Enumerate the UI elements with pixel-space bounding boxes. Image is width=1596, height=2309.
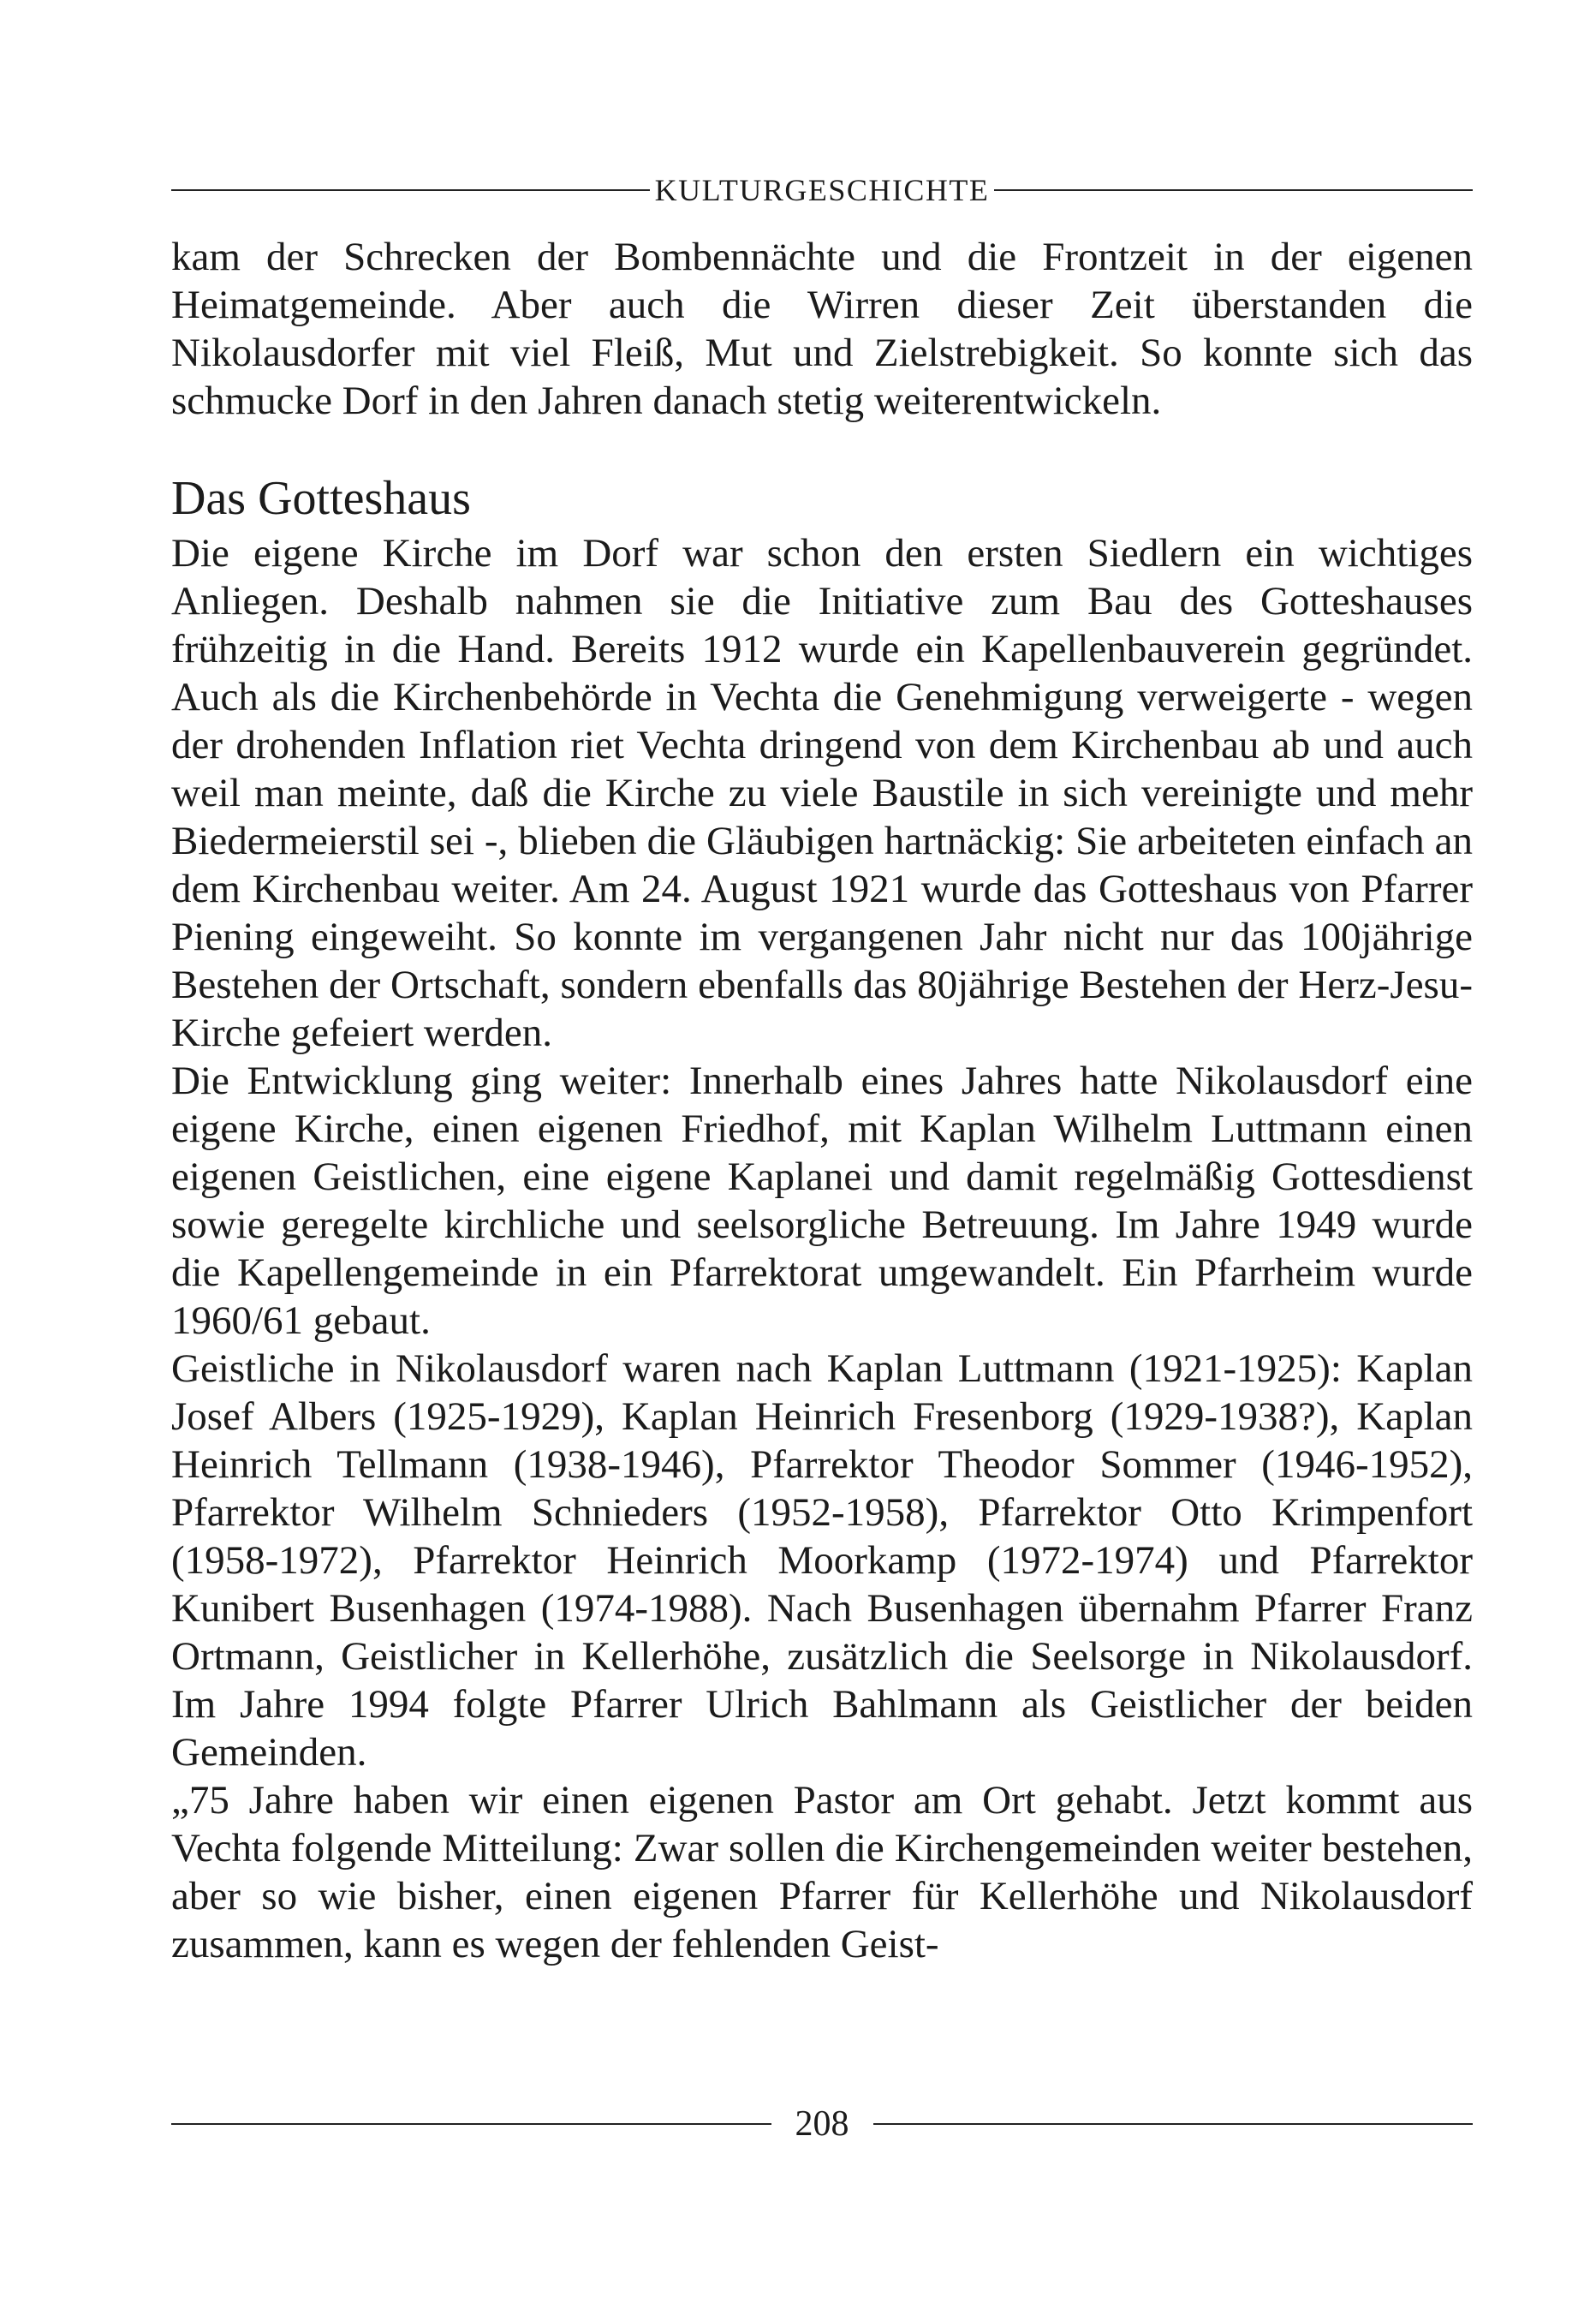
header-rule-right [994,189,1473,191]
section-heading: Das Gotteshaus [171,472,471,525]
page-footer [171,2098,1473,2150]
body-text [171,233,1473,1968]
paragraph-clergy-list: Geistliche in Nikolausdorf waren nach Kaplan Luttmann (1921-1925): Kaplan Josef Albers (1925-1929), Kaplan Heinrich Fresenborg (1929-1938?), Kaplan Heinrich Tellmann (1938-1946), Pfarrektor Theodor Sommer (1946-1952), Pfarrektor Wilhelm Schnieders (1952-1958), Pfarrektor Otto Krimpenfort (1958-1972), Pfarrektor Heinrich Moorkamp (1972-1974) und Pfarrektor Kunibert Busenhagen (1974-1988). Nach Busenhagen übernahm Pfarrer Franz Ortmann, Geistlicher in Kellerhöhe, zusätzlich die Seelsorge in Nikolausdorf. Im Jahre 1994 folgte Pfarrer Ulrich Bahlmann als Geistlicher der beiden Gemeinden. [171,1346,1473,1775]
intro-paragraph: kam der Schrecken der Bombennächte und die Frontzeit in der eigenen Heimatgemeinde. Aber auch die Wirren dieser Zeit überstanden die Nikolausdorfer mit viel Fleiß, Mut und Zielstrebigkeit. So konnte sich das schmucke Dorf in den Jahren danach stetig weiterentwickeln. [171,235,1473,423]
running-title: KULTURGESCHICHTE [654,173,990,207]
paragraph-church-history: Die eigene Kirche im Dorf war schon den ersten Siedlern ein wichtiges Anliegen. Deshalb nahmen sie die Initiative zum Bau des Gotteshauses frühzeitig in die Hand. Bereits 1912 wurde ein Kapellenbauverein gegründet. Auch als die Kirchenbehörde in Vechta die Genehmigung verweigerte - wegen der drohenden Inflation riet Vechta dringend von dem Kirchenbau ab und auch weil man meinte, daß die Kirche zu viele Baustile in sich vereinigte und mehr Biedermeierstil sei -, blieben die Gläubigen hartnäckig: Sie arbeiteten einfach an dem Kirchenbau weiter. Am 24. August 1921 wurde das Gotteshaus von Pfarrer Piening eingeweiht. So konnte im vergangenen Jahr nicht nur das 100jährige Bestehen der Ortschaft, sondern ebenfalls das 80jährige Bestehen der Herz-Jesu-Kirche gefeiert werden. [171,531,1473,1055]
page-number: 208 [795,2104,849,2144]
footer-rule-left [171,2123,771,2125]
footer-rule-right [873,2123,1474,2125]
paragraph-development: Die Entwicklung ging weiter: Innerhalb eines Jahres hatte Nikolausdorf eine eigene Kirche, einen eigenen Friedhof, mit Kaplan Wilhelm Luttmann einen eigenen Geistlichen, eine eigene Kaplanei und damit regelmäßig Gottesdienst sowie geregelte kirchliche und seelsorgliche Betreuung. Im Jahre 1949 wurde die Kapellengemeinde in ein Pfarrektorat umgewandelt. Ein Pfarrheim wurde 1960/61 gebaut. [171,1059,1473,1343]
paragraph-quote: „75 Jahre haben wir einen eigenen Pastor am Ort gehabt. Jetzt kommt aus Vechta folgende Mitteilung: Zwar sollen die Kirchengemeinden weiter bestehen, aber so wie bisher, einen eigenen Pfarrer für Kellerhöhe und Nikolausdorf zusammen, kann es wegen der fehlenden Geist- [171,1778,1473,1966]
header-rule-left [171,189,650,191]
running-header [171,171,1473,209]
